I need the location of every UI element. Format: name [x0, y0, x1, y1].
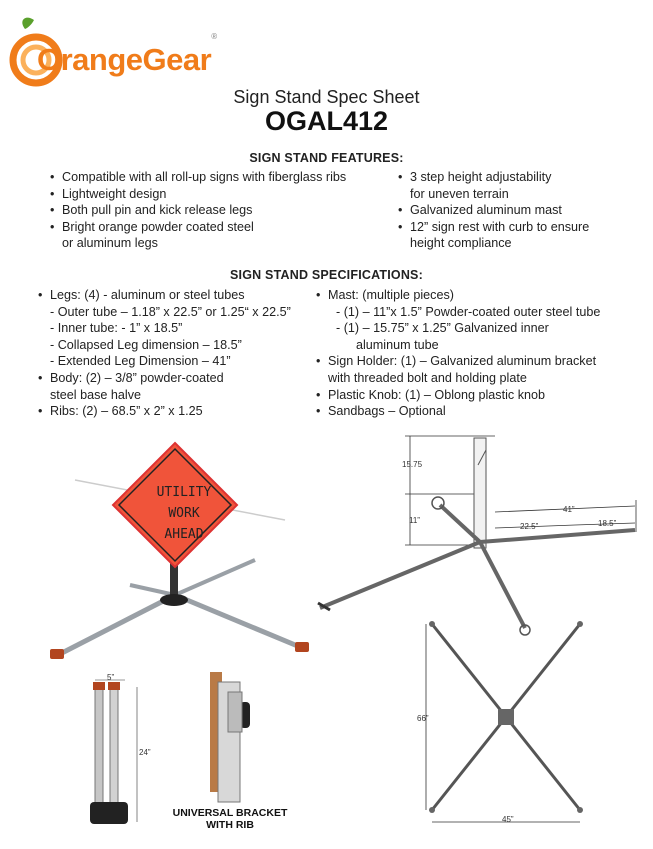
caption-line: WITH RIB — [206, 819, 254, 831]
sign-stand-photo — [40, 435, 330, 665]
list-item: • Both pull pin and kick release legs — [50, 203, 253, 218]
list-item: • Legs: (4) - aluminum or steel tubes - Outer tube – 1.18” x 22.5” or 1.25“ x 22.5” - Inner tube: - 1” x 18.5” - Collapsed Leg dimension – 18.5” - Extended Leg Dimension – 41” — [38, 287, 338, 370]
logo-wordmark: OrangeGear® — [37, 32, 217, 77]
sign-line: UTILITY — [156, 485, 212, 500]
sign-line: AHEAD — [164, 527, 204, 542]
sub-item: - (1) – 15.75” x 1.25” Galvanized inner — [336, 321, 549, 336]
dim-label: 11” — [409, 516, 420, 525]
sub-item: - Collapsed Leg dimension – 18.5” — [50, 337, 242, 352]
dim-label: 24” — [139, 748, 151, 757]
list-item: • Mast: (multiple pieces) - (1) – 11”x 1.5” Powder-coated outer steel tube - (1) – 15.75” x 1.25” Galvanized inner aluminum tube — [316, 287, 646, 353]
features-heading: SIGN STAND FEATURES: — [249, 151, 404, 165]
sub-item: - (1) – 11”x 1.5” Powder-coated outer steel tube — [336, 304, 601, 319]
top-view-diagram — [410, 612, 600, 832]
dim-label: 18.5” — [598, 519, 617, 528]
sign-text — [140, 482, 228, 545]
page-subtitle: Sign Stand Spec Sheet — [233, 87, 420, 107]
sub-item: - Inner tube: - 1” x 18.5” — [50, 321, 183, 336]
sign-line: WORK — [168, 506, 200, 521]
list-item: • Compatible with all roll-up signs with fiberglass ribs — [50, 170, 347, 184]
features-right-list — [398, 169, 638, 252]
dim-label: 15.75 — [402, 460, 423, 469]
list-item: • Galvanized aluminum mast — [398, 203, 562, 218]
specs-heading: SIGN STAND SPECIFICATIONS: — [230, 268, 423, 282]
dim-label: 45” — [502, 815, 514, 824]
specs-left-list — [38, 287, 338, 420]
specs-right-list — [316, 287, 646, 420]
dim-label: 66” — [417, 714, 429, 723]
list-item: • Bright orange powder coated steel or aluminum legs — [50, 219, 254, 251]
page-title: OGAL412 — [264, 106, 389, 136]
orangegear-logo — [8, 8, 238, 90]
list-item: • 3 step height adjustability for uneven terrain — [398, 170, 552, 201]
dim-label: 22.5” — [520, 522, 539, 531]
dim-label: 41” — [563, 505, 575, 514]
bracket-photo — [198, 672, 268, 807]
list-item: • Ribs: (2) – 68.5” x 2” x 1.25 — [38, 404, 203, 419]
list-item: • Sign Holder: (1) – Galvanized aluminum bracket with threaded bolt and holding plate — [316, 354, 597, 385]
list-item: • 12” sign rest with curb to ensure height compliance — [398, 219, 590, 251]
list-item: • Lightweight design — [50, 186, 167, 201]
list-item: • Sandbags – Optional — [316, 404, 446, 419]
caption-line: UNIVERSAL BRACKET — [172, 807, 288, 819]
dim-label: 5” — [107, 673, 115, 682]
features-left-list — [50, 169, 380, 252]
list-item: • Body: (2) – 3/8” powder-coated steel base halve — [38, 370, 224, 402]
sub-item: - Outer tube – 1.18” x 22.5” or 1.25“ x 22.5” — [50, 304, 291, 319]
list-item: • Plastic Knob: (1) – Oblong plastic knob — [316, 387, 546, 402]
bracket-caption — [160, 807, 300, 831]
sub-item: aluminum tube — [356, 337, 439, 352]
sub-item: - Extended Leg Dimension – 41” — [50, 354, 231, 369]
